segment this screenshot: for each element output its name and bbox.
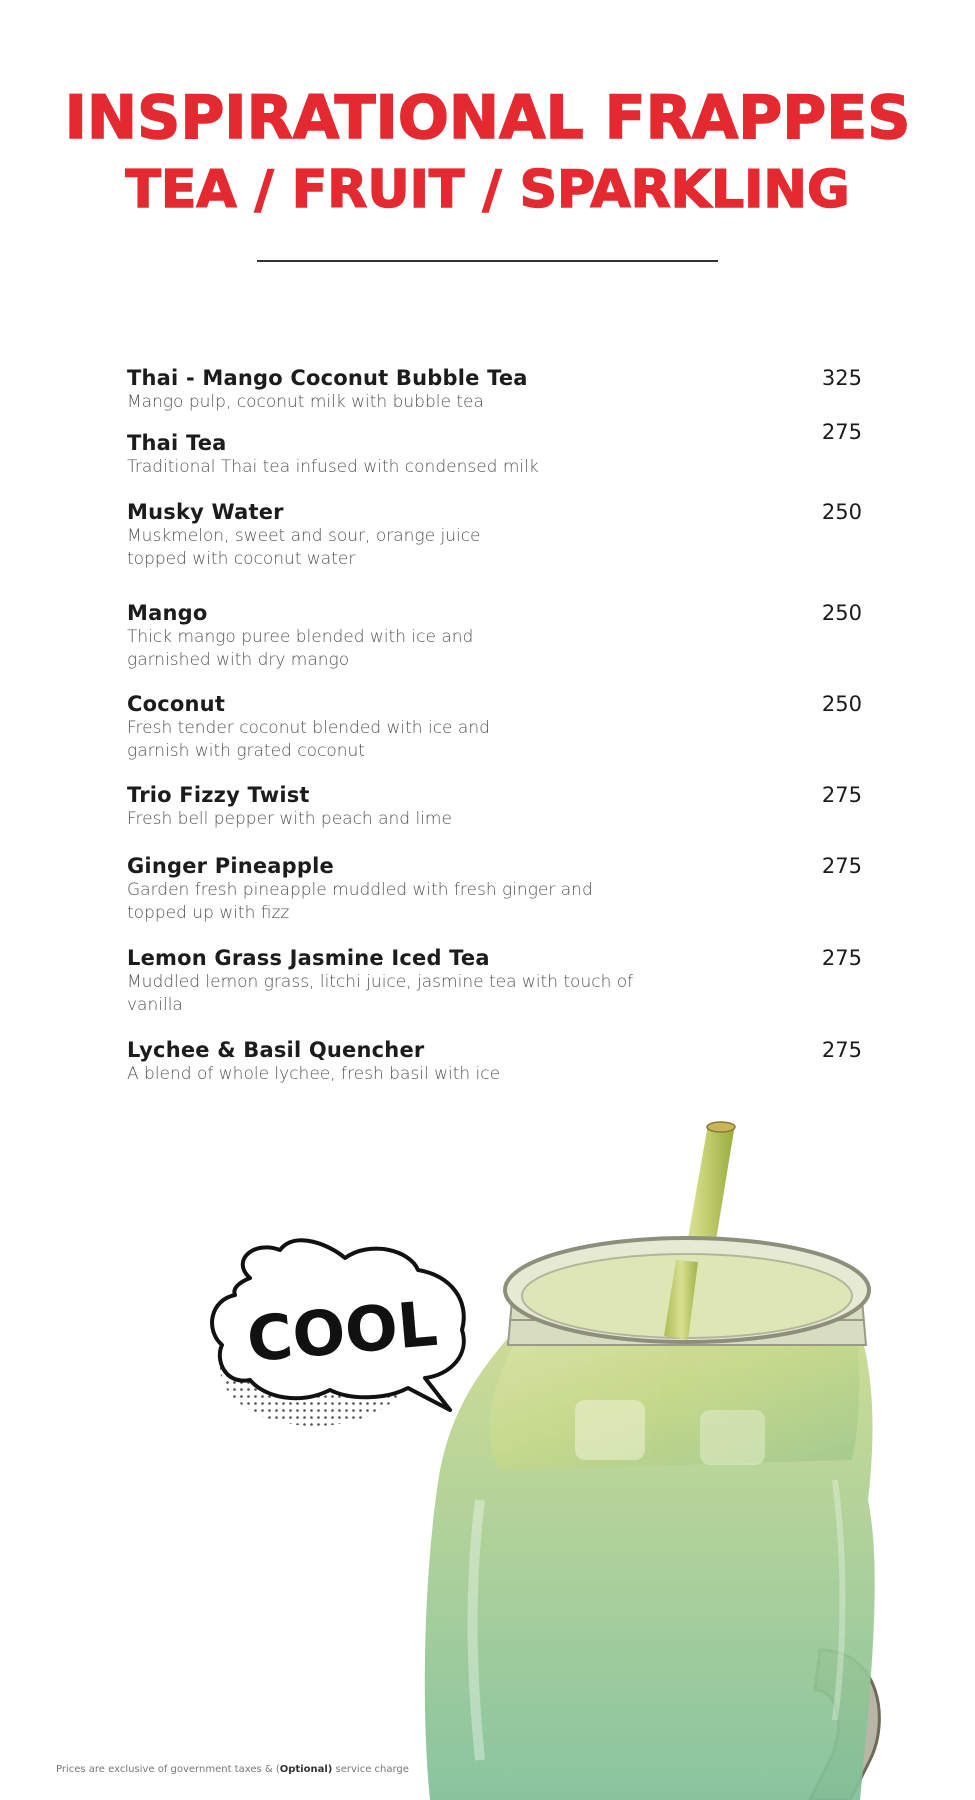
item-name: Thai Tea [127, 431, 227, 455]
disclaimer-optional: Optional) [279, 1764, 333, 1775]
menu-title: INSPIRATIONAL FRAPPES [64, 83, 911, 153]
item-description: Fresh bell pepper with peach and lime [127, 809, 452, 829]
item-price: 250 [821, 500, 862, 524]
item-price: 275 [821, 783, 862, 807]
sticker-text: COOL [244, 1286, 441, 1377]
item-description: Traditional Thai tea infused with condensed milk [127, 457, 539, 477]
item-name: Lemon Grass Jasmine Iced Tea [127, 946, 490, 970]
mason-jar [425, 1238, 880, 1800]
item-description: Muddled lemon grass, litchi juice, jasmine tea with touch of vanilla [127, 972, 634, 1015]
item-price: 275 [821, 854, 862, 878]
item-name: Coconut [127, 692, 226, 716]
item-description: Thick mango puree blended with ice and garnished with dry mango [127, 627, 474, 670]
item-price: 250 [821, 692, 862, 716]
disclaimer-prefix: Prices are exclusive of government taxes & ( [56, 1764, 280, 1775]
disclaimer-suffix: service charge [332, 1764, 409, 1775]
item-price: 275 [821, 946, 862, 970]
item-description: Garden fresh pineapple muddled with fresh ginger and topped up with fizz [127, 880, 593, 923]
price-disclaimer [56, 1764, 409, 1775]
item-price: 275 [821, 1038, 862, 1062]
item-price: 325 [821, 366, 862, 390]
item-name: Trio Fizzy Twist [127, 783, 310, 807]
item-name: Ginger Pineapple [127, 854, 334, 878]
item-name: Mango [127, 601, 208, 625]
item-description: Muskmelon, sweet and sour, orange juice topped with coconut water [127, 526, 481, 569]
title-divider [257, 260, 718, 262]
item-price: 250 [821, 601, 862, 625]
item-description: A blend of whole lychee, fresh basil with ice [127, 1064, 501, 1084]
item-name: Lychee & Basil Quencher [127, 1038, 425, 1062]
item-name: Musky Water [127, 500, 284, 524]
item-name: Thai - Mango Coconut Bubble Tea [127, 366, 528, 390]
item-description: Fresh tender coconut blended with ice and garnish with grated coconut [127, 718, 490, 761]
cool-sticker [212, 1240, 464, 1426]
drink-illustration [0, 1100, 975, 1800]
item-description: Mango pulp, coconut milk with bubble tea [127, 392, 484, 412]
menu-subtitle: TEA / FRUIT / SPARKLING [125, 160, 850, 220]
item-price: 275 [821, 420, 862, 444]
